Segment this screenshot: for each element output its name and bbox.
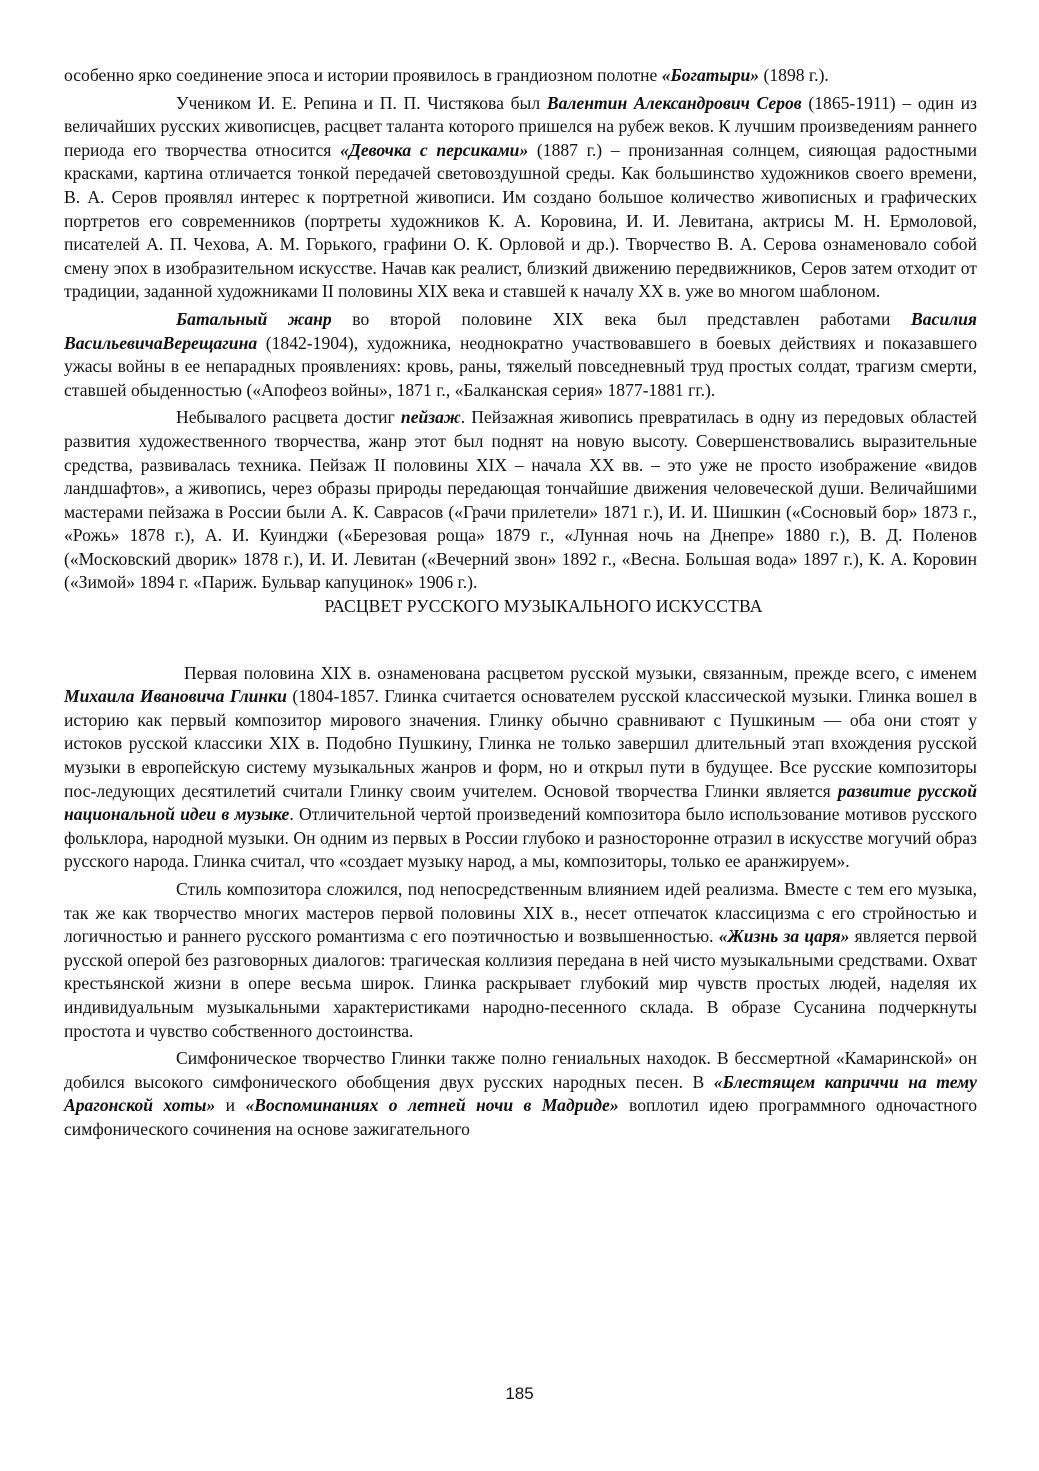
emphasis-text: «Блестящем каприччи на тему Арагонской хоты» <box>64 1071 977 1116</box>
paragraph-text: особенно ярко соединение эпоса и истории проявилось в грандиозном полотне <box>64 65 662 85</box>
paragraph-text: (1804-1857. Глинка считается основателем русской классической музыки. Глинка вошел в историю как первый композитор мирового значения. Глинку обычно сравнивают с Пушкиным — оба они стоят у истоков русской классики XIX в. Подобно Пушкину, Глинка не только завершил длительный этап вхождения русской музыки в европейскую систему музыкальных жанров и форм, но и открыл пути в будущее. Все русские композиторы пос-ледующих десятилетий считали Глинку своим учителем. Основой творчества Глинки является <box>64 686 977 801</box>
paragraph <box>64 1047 977 1141</box>
paragraph-text: . Пейзажная живопись превратилась в одну из передовых областей развития художественного творчества, жанр этот был поднят на новую высоту. Совершенствовались выразительные средства, развивалась техника. Пейзаж II половины XIX – начала XX вв. – это уже не просто изображение «видов ландшафтов», а живопись, через образы природы передающая тончайшие движения человеческой души. Величайшими мастерами пейзажа в России были А. К. Саврасов («Грачи прилетели» 1871 г.), И. И. Шишкин («Сосновый бор» 1873 г., «Рожь» 1878 г.), А. И. Куинджи («Березовая роща» 1879 г., «Лунная ночь на Днепре» 1880 г.), В. Д. Поленов («Московский дворик» 1878 г.), И. И. Левитан («Вечерний звон» 1892 г., «Весна. Большая вода» 1897 г.), К. А. Коровин («Зимой» 1894 г. «Париж. Бульвар капуцинок» 1906 г.). <box>64 407 977 593</box>
page-number: 185 <box>505 1384 534 1403</box>
paragraph <box>64 878 977 1043</box>
emphasis-text: пейзаж <box>400 407 461 428</box>
paragraph-text: Стиль композитора сложился, под непосредственным влиянием идей реализма. Вместе с тем его музыка, так же как творчество многих мастеров первой половины XIX в., несет отпечаток классицизма с его стройностью и логичностью и раннего русского романтизма с его поэтичностью и возвышенностью. <box>64 879 977 947</box>
emphasis-text: «Воспоминаниях о летней ночи в Мадриде» <box>245 1095 619 1116</box>
section-heading: РАСЦВЕТ РУССКОГО МУЗЫКАЛЬНОГО ИСКУССТВА <box>324 596 763 617</box>
paragraph-text: является первой русской оперой без разговорных диалогов: трагическая коллизия передана в ней чисто музыкальными средствами. Охват крестьянской жизни в опере весьма широк. Глинка раскрывает глубокий мир чувств простых людей, наделяя их индивидуальным музыкальными характеристиками народно-песенного склада. В образе Сусанина подчеркнуты простота и чувство собственного достоинства. <box>64 926 978 1041</box>
emphasis-text: Михаила Ивановича Глинки <box>64 686 287 707</box>
paragraph-text: Небывалого расцвета достиг <box>176 407 401 428</box>
emphasis-text: «Богатыри» <box>661 65 760 85</box>
paragraph <box>64 64 977 88</box>
paragraph <box>64 92 977 304</box>
paragraph <box>64 308 977 402</box>
emphasis-text: Василия ВасильевичаВерещагина <box>64 308 977 353</box>
paragraph-text: воплотил идею программного одночастного симфонического сочинения на основе зажигательного <box>64 1095 977 1139</box>
paragraph-text: (1887 г.) – пронизанная солнцем, сияющая радостными красками, картина отличается тонкой передачей световоздушной среды. Как большинство художников своего времени, В. А. Серов проявлял интерес к портретной живописи. Им создано большое количество живописных и графических портретов его современников (портреты художников К. А. Коровина, И. И. Левитана, актрисы М. Н. Ермоловой, писателей А. П. Чехова, А. М. Горького, графини О. К. Орловой и др.). Творчество В. А. Серова ознаменовало собой смену эпох в изобразительном искусстве. Начав как реалист, близкий движению передвижников, Серов затем отходит от традиции, заданной художниками II половины XIX века и ставшей к началу XX в. уже во многом шаблоном. <box>64 139 978 302</box>
paragraph-text: и <box>215 1095 246 1116</box>
paragraph <box>64 662 977 874</box>
paragraph-text: Первая половина XIX в. ознаменована расцветом русской музыки, связанным, прежде всего, с именем <box>184 662 977 683</box>
paragraph-text: (1842-1904), художника, неоднократно участвовавшего в боевых действиях и показавшего ужасы войны в ее непарадных проявлениях: кровь, раны, тяжелый повседневный труд простых солдат, трагизм смерти, ставшей обыденностью («Апофеоз войны», 1871 г., «Балканская серия» 1877-1881 гг.). <box>64 332 977 400</box>
emphasis-text: развитие русской национальной идеи в музыке <box>64 780 977 825</box>
section-painting <box>64 64 977 595</box>
emphasis-text: Валентин Александрович Серов <box>546 92 802 113</box>
emphasis-text: «Девочка с персиками» <box>340 139 529 160</box>
paragraph-text: Симфоническое творчество Глинки также полно гениальных находок. В бессмертной «Камаринской» он добился высокого симфонического обобщения двух русских народных песен. В <box>64 1048 977 1092</box>
paragraph-text: во второй половине XIX века был представлен работами <box>331 308 911 329</box>
paragraph-text: Учеником И. Е. Репина и П. П. Чистякова был <box>176 92 547 113</box>
document-page <box>64 64 977 1142</box>
paragraph-text: . Отличительной чертой произведений композитора было использование мотивов русского фольклора, народной музыки. Он одним из первых в России глубоко и разносторонне отразил в искусстве могучий образ русского народа. Глинка считал, что «создает музыку народ, а мы, композиторы, только ее аранжируем». <box>64 804 977 872</box>
emphasis-text: «Жизнь за царя» <box>718 926 850 947</box>
paragraph-text: (1898 г.). <box>759 65 829 85</box>
paragraph <box>64 406 977 595</box>
emphasis-text: Батальный жанр <box>176 308 332 329</box>
section-music <box>64 662 977 1142</box>
paragraph-text: (1865-1911) – один из величайших русских живописцев, расцвет таланта которого пришелся на рубеж веков. К лучшим произведениям раннего периода его творчества относится <box>64 92 977 160</box>
